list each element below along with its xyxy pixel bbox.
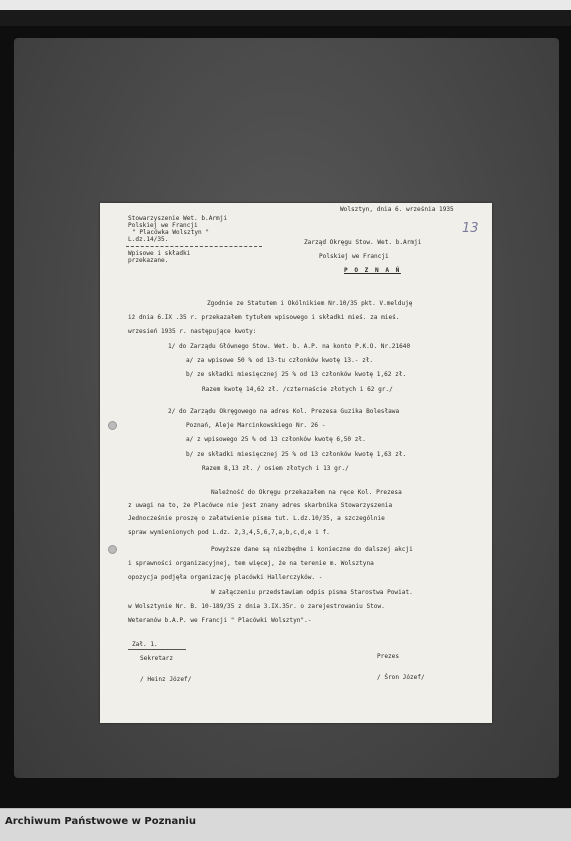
body-line-7: Razem kwotę 14,62 zł. /czternaście złotych i 62 gr./ (202, 386, 393, 393)
body-line-10: a/ z wpisowego 25 % od 13 członków kwotę 6,50 zł. (186, 436, 366, 443)
sender-line-4: L.dz.14/35. (128, 236, 169, 243)
body-line-18: i sprawności organizacyjnej, tem więcej, że na terenie m. Wolsztyna (128, 560, 374, 567)
secretary-name: / Heinz Józef/ (140, 676, 192, 683)
recipient-line-2: Polskiej we Francji (319, 253, 389, 260)
body-line-20: W załączeniu przedstawiam odpis pisma Starostwa Powiat. (211, 589, 413, 596)
punch-hole-top (108, 421, 117, 430)
document-page (100, 203, 492, 723)
secretary-title: Sekretarz (140, 655, 174, 662)
body-line-14: z uwagi na to, że Placówce nie jest znany adres skarbnika Stowarzyszenia (128, 502, 393, 509)
enclosure-underline (128, 649, 186, 650)
archive-name: Archiwum Państwowe w Poznaniu (5, 816, 196, 827)
body-line-9: Poznań, Aleje Marcinkowskiego Nr. 26 - (186, 422, 326, 429)
subject-line-1: Wpisowe i składki (128, 250, 191, 257)
body-line-1: Zgodnie ze Statutem i Okólnikiem Nr.10/35 pkt. V.melduję (207, 300, 413, 307)
sender-line-1: Stowarzyszenie Wet. b.Armji (128, 215, 228, 222)
body-line-21: w Wolsztynie Nr. B. 10-189/35 z dnia 3.IX.35r. o zarejestrowaniu Stow. (128, 603, 385, 610)
body-line-4: 1/ do Zarządu Głównego Stow. Wet. b. A.P. na konto P.K.O. Nr.21640 (168, 343, 411, 350)
sender-line-3: " Placówka Wolsztyn " (132, 229, 210, 236)
subject-line-2: przekazane. (128, 257, 169, 264)
president-name: / Śron Józef/ (377, 674, 425, 681)
place-date: Wolsztyn, dnia 6. września 1935 (340, 206, 454, 213)
body-line-16: spraw wymienionych pod L.dz. 2,3,4,5,6,7,a,b,c,d,e i f. (128, 529, 330, 536)
page-number: 13 (462, 221, 479, 236)
body-line-6: b/ ze składki miesięcznej 25 % od 13 członków kwotę 1,62 zł. (186, 371, 407, 378)
body-line-5: a/ za wpisowe 50 % od 13-tu członków kwotę 13.- zł. (186, 357, 374, 364)
body-line-8: 2/ do Zarządu Okręgowego na adres Kol. Prezesa Guzika Bolesława (168, 408, 400, 415)
body-line-2: iż dnia 6.IX .35 r. przekazałem tytułem wpisowego i składki mieś. za mieś. (128, 314, 400, 321)
top-bar (0, 0, 571, 10)
body-line-13: Należność do Okręgu przekazałem na ręce Kol. Prezesa (211, 489, 402, 496)
president-title: Prezes (377, 653, 400, 660)
recipient-line-1: Zarząd Okręgu Stow. Wet. b.Armji (304, 239, 422, 246)
sender-divider (126, 246, 262, 247)
body-line-19: opozycja podjęła organizację placówki Hallerczyków. - (128, 574, 323, 581)
body-line-17: Powyższe dane są niezbędne i konieczne do dalszej akcji (211, 546, 413, 553)
body-line-11: b/ ze składki miesięcznej 25 % od 13 członków kwotę 1,63 zł. (186, 451, 407, 458)
punch-hole-bottom (108, 545, 117, 554)
body-line-3: wrzesień 1935 r. następujące kwoty: (128, 328, 257, 335)
recipient-city: P O Z N A Ń (344, 267, 401, 274)
archive-footer (0, 808, 571, 841)
enclosure: Zał. 1. (132, 641, 158, 648)
body-line-12: Razem 8,13 zł. / osiem złotych i 13 gr./ (202, 465, 349, 472)
top-band (0, 10, 571, 26)
body-line-22: Weteranów b.A.P. we Francji " Placówki Wolsztyn".- (128, 617, 312, 624)
body-line-15: Jednocześnie proszę o załatwienie pisma tut. L.dz.10/35, a szczególnie (128, 515, 385, 522)
sender-line-2: Polskiej we Francji (128, 222, 198, 229)
